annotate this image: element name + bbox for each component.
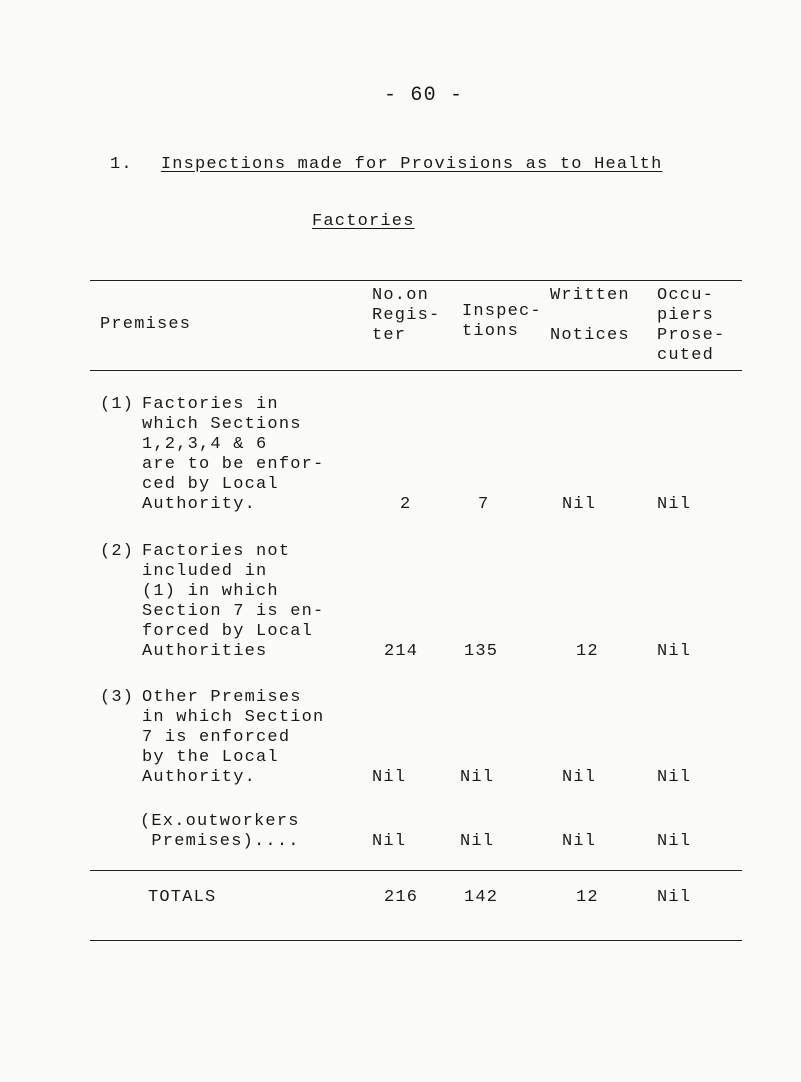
header-premises: Premises [100, 315, 192, 334]
row-2-registered: 214 [384, 642, 419, 661]
row-4-label: (Ex.outworkers Premises).... [140, 812, 300, 851]
section-heading [110, 155, 663, 174]
row-2-prosecuted: Nil [657, 642, 692, 661]
table-row-label [100, 395, 142, 415]
header-inspections: Inspec- tions [462, 302, 542, 341]
header-written-notices: Written Notices [550, 286, 630, 345]
table-bottom-rule [90, 940, 742, 941]
row-3-prosecuted: Nil [657, 768, 692, 787]
page-number: - 60 - [384, 84, 464, 107]
row-2-written: 12 [576, 642, 599, 661]
table-row-label [100, 688, 142, 708]
row-number: (1) [100, 395, 135, 414]
totals-registered: 216 [384, 888, 419, 907]
row-number: (2) [100, 542, 135, 561]
row-4-registered: Nil [372, 832, 407, 851]
table-top-rule [90, 280, 742, 281]
row-3-written: Nil [562, 768, 597, 787]
row-number: (3) [100, 688, 135, 707]
row-3-inspections: Nil [460, 768, 495, 787]
row-4-written: Nil [562, 832, 597, 851]
row-1-inspections: 7 [478, 495, 490, 514]
section-title: Inspections made for Provisions as to Health [160, 155, 663, 174]
table-row-label [100, 542, 142, 562]
totals-written: 12 [576, 888, 599, 907]
row-3-registered: Nil [372, 768, 407, 787]
row-1-prosecuted: Nil [657, 495, 692, 514]
row-2-label: Factories not included in (1) in which Section 7 is en- forced by Local Authorities [142, 542, 325, 661]
header-rule [90, 370, 742, 371]
section-number: 1. [110, 155, 133, 174]
totals-prosecuted: Nil [657, 888, 692, 907]
row-3-label: Other Premises in which Section 7 is enforced by the Local Authority. [142, 688, 325, 787]
totals-rule [90, 870, 742, 871]
totals-inspections: 142 [464, 888, 499, 907]
row-1-registered: 2 [400, 495, 412, 514]
row-1-label: Factories in which Sections 1,2,3,4 & 6 are to be enfor- ced by Local Authority. [142, 395, 325, 514]
header-prosecuted: Occu- piers Prose- cuted [657, 286, 726, 365]
row-4-prosecuted: Nil [657, 832, 692, 851]
row-4-inspections: Nil [460, 832, 495, 851]
header-registered: No.on Regis- ter [372, 286, 441, 345]
totals-label: TOTALS [148, 888, 217, 907]
subtitle: Factories [312, 212, 415, 231]
row-1-written: Nil [562, 495, 597, 514]
row-2-inspections: 135 [464, 642, 499, 661]
